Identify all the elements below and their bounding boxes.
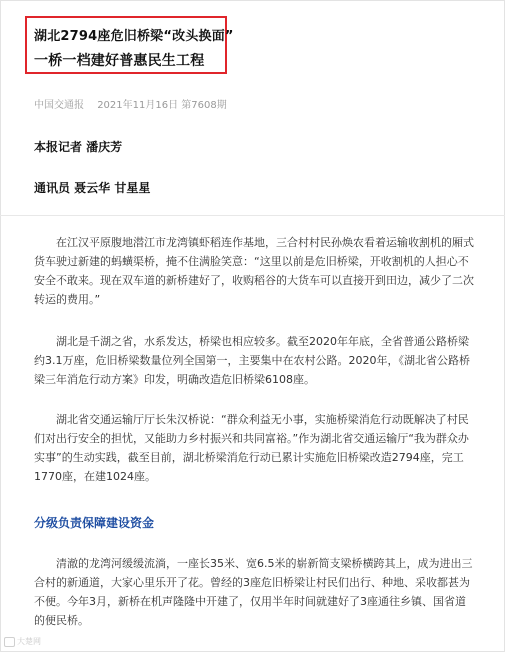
watermark-logo-icon	[4, 637, 15, 647]
headline-line-1: 湖北2794座危旧桥梁“改头换面”	[34, 29, 234, 44]
reporter-byline: 本报记者 潘庆芳	[34, 140, 123, 154]
correspondent-byline: 通讯员 聂云华 甘星星	[34, 181, 151, 195]
watermark-text: 大楚网	[17, 637, 41, 646]
headline-line-2: 一桥一档建好普惠民生工程	[34, 53, 205, 69]
paragraph-2: 湖北是千湖之省，水系发达，桥梁也相应较多。截至2020年年底，全省普通公路桥梁约3.1万座，危旧桥梁数量位列全国第一，主要集中在农村公路。2020年，《湖北省公路桥梁三年消危行动方案》印发，明确改造危旧桥梁6108座。	[34, 335, 470, 386]
section-heading: 分级负责保障建设资金	[34, 516, 155, 530]
source-label: 中国交通报	[34, 100, 84, 111]
divider	[0, 215, 505, 216]
paragraph-4: 清澈的龙湾河缓缓流淌，一座长35米、宽6.5米的崭新简支梁桥横跨其上，成为进出三合村的新通道，大家心里乐开了花。曾经的3座危旧桥梁让村民们出行、种地、采收都甚为不便。今年3月，新桥在机声隆隆中开建了，仅用半年时间就建好了3座通往乡镇、国省道的便民桥。	[34, 557, 473, 627]
paragraph-3: 湖北省交通运输厅厅长朱汉桥说：“群众利益无小事，实施桥梁消危行动既解决了村民们对出行安全的担忧，又能助力乡村振兴和共同富裕。”作为湖北省交通运输厅“我为群众办实事”的生动实践，截至目前，湖北桥梁消危行动已累计实施危旧桥梁改造2794座，完工1770座，在建1024座。	[34, 413, 469, 483]
publish-date: 2021年11月16日 第7608期	[97, 100, 227, 111]
paragraph-1: 在江汉平原腹地潜江市龙湾镇虾稻连作基地，三合村村民孙焕农看着运输收割机的厢式货车驶过新建的蚂蟥渠桥，掩不住满脸笑意：“这里以前是危旧桥梁，开收割机的人担心不安全不敢来。现在双车道的新桥建好了，收购稻谷的大货车可以直接开到田边，减少了二次转运的费用。”	[34, 236, 474, 306]
article-meta	[34, 96, 237, 111]
watermark	[4, 636, 41, 647]
